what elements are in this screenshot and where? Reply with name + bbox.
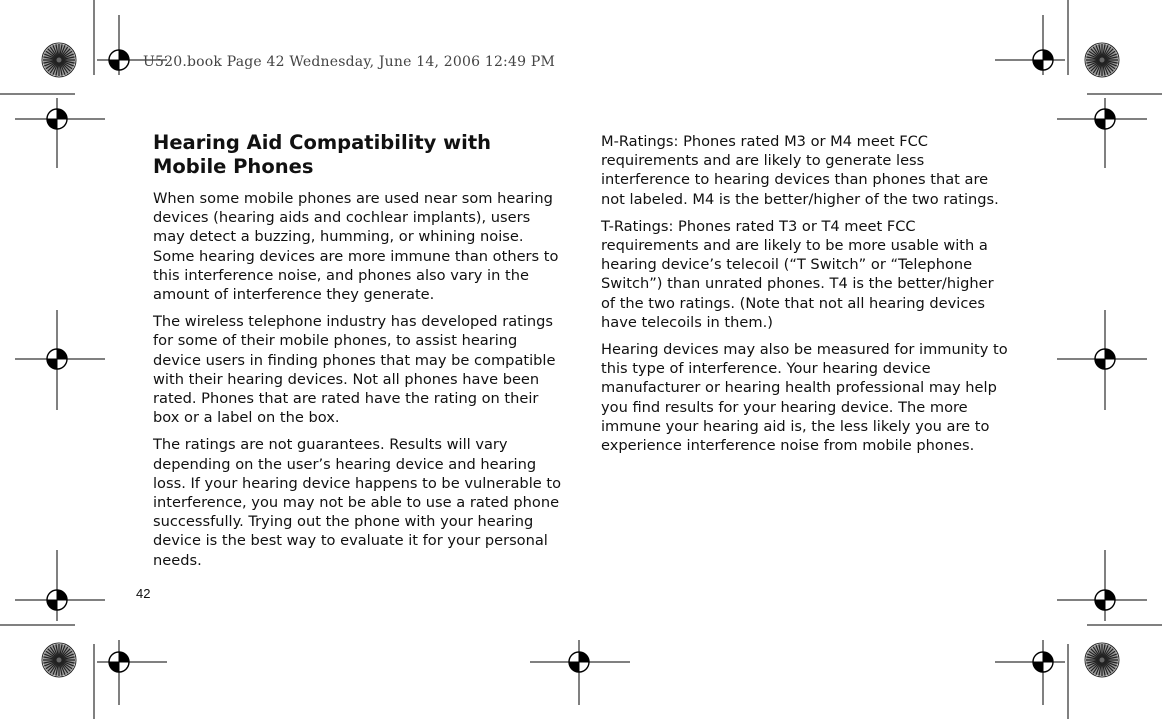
- left-column: [153, 131, 563, 578]
- body-paragraph: The ratings are not guarantees. Results will vary depending on the user’s hearing device and hearing loss. If your hearing device happens to be vulnerable to interference, you may not be able to use a rated phone successfully. Trying out the phone with your hearing device is the best way to evaluate it for your personal needs.: [153, 436, 562, 569]
- body-paragraph: The wireless telephone industry has developed ratings for some of their mobile phones, to assist hearing device users in finding phones that may be compatible with their hearing devices. Not all phones have been rated. Phones that are rated have the rating on their box or a label on the box.: [153, 313, 556, 427]
- right-column: [601, 132, 1011, 463]
- section-heading: Hearing Aid Compatibility with Mobile Phones: [153, 131, 492, 178]
- m-ratings-paragraph: M-Ratings: Phones rated M3 or M4 meet FCC requirements and are likely to generate less interference to hearing devices than phones that are not labeled. M4 is the better/higher of the two ratings.: [601, 133, 999, 208]
- print-header: U520.book Page 42 Wednesday, June 14, 2006 12:49 PM: [143, 54, 555, 70]
- page-number: 42: [136, 586, 151, 601]
- t-ratings-paragraph: T-Ratings: Phones rated T3 or T4 meet FCC requirements and are likely to be more usable with a hearing device’s telecoil (“T Switch” or “Telephone Switch”) than unrated phones. T4 is the better/higher of the two ratings. (Note that not all hearing devices have telecoils in them.): [601, 217, 994, 331]
- body-paragraph: Hearing devices may also be measured for immunity to this type of interference. Your hearing device manufacturer or hearing health professional may help you find results for your hearing device. The more immune your hearing aid is, the less likely you are to experience interference noise from mobile phones.: [601, 341, 1008, 455]
- body-paragraph: When some mobile phones are used near som hearing devices (hearing aids and cochlear implants), users may detect a buzzing, humming, or whining noise. Some hearing devices are more immune than others to this interference noise, and phones also vary in the amount of interference they generate.: [153, 190, 559, 304]
